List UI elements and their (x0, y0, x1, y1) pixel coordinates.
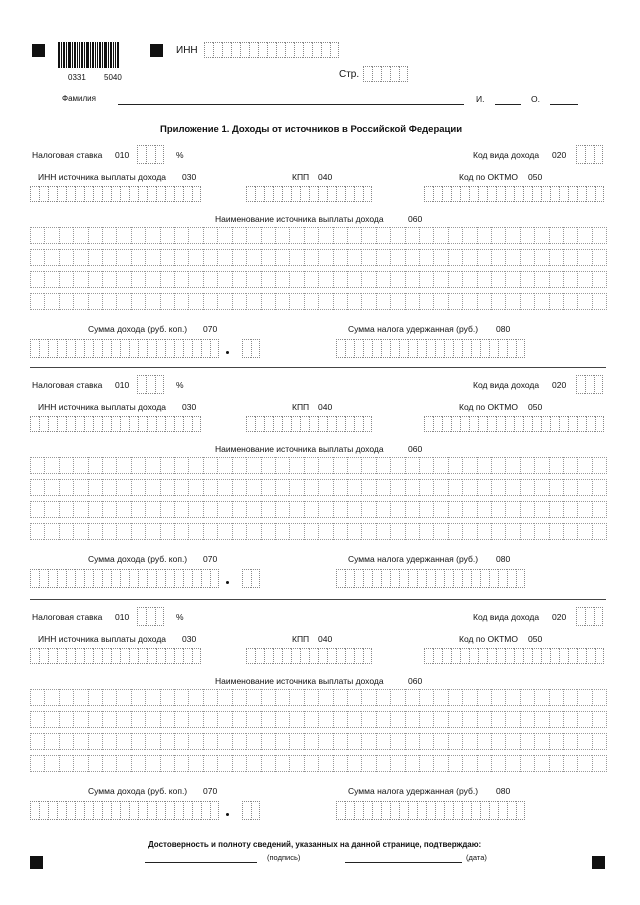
block-3-tax-withheld-label: Сумма налога удержанная (руб.) (348, 786, 479, 796)
block-3-tax-rate-label: Налоговая ставка (32, 612, 103, 622)
block-2-source-inn-label: ИНН источника выплаты дохода (38, 402, 167, 412)
block-3-source-name-row[interactable] (30, 733, 607, 750)
block-1-oktmo-input[interactable] (424, 186, 604, 202)
date-line[interactable] (345, 862, 462, 863)
block-3-percent-sign: % (176, 612, 184, 622)
block-1-percent-sign: % (176, 150, 184, 160)
block-1-decimal-point (226, 351, 229, 354)
initial-o-label: О. (531, 94, 540, 104)
block-3-tax-withheld-code: 080 (496, 786, 511, 796)
barcode-number-right: 5040 (104, 73, 122, 82)
block-1-source-name-row[interactable] (30, 227, 607, 244)
block-1-source-name-label: Наименование источника выплаты дохода (215, 214, 384, 224)
block-2-source-name-row[interactable] (30, 501, 607, 518)
block-2-tax-withheld-label: Сумма налога удержанная (руб.) (348, 554, 479, 564)
block-2-oktmo-code: 050 (528, 402, 543, 412)
block-3-source-name-row[interactable] (30, 755, 607, 772)
surname-field[interactable] (118, 104, 464, 105)
block-3-source-inn-input[interactable] (30, 648, 201, 664)
block-3-income-type-label: Код вида дохода (473, 612, 540, 622)
block-3-source-name-label: Наименование источника выплаты дохода (215, 676, 384, 686)
block-1-tax-rate-input[interactable] (137, 145, 164, 164)
initial-o-field[interactable] (550, 104, 578, 105)
block-1-income-type-input[interactable] (576, 145, 603, 164)
block-1-income-sum-code: 070 (203, 324, 218, 334)
block-2-oktmo-label: Код по ОКТМО (459, 402, 518, 412)
block-1-income-sum-kop-input[interactable] (242, 339, 260, 358)
block-3-income-type-input[interactable] (576, 607, 603, 626)
registration-marker-bottom-right (592, 856, 605, 869)
block-1-oktmo-code: 050 (528, 172, 543, 182)
date-caption: (дата) (466, 853, 487, 862)
block-2-kpp-label: КПП (292, 402, 310, 412)
block-2-source-name-row[interactable] (30, 523, 607, 540)
page-number-input[interactable] (363, 66, 408, 82)
block-2-income-type-label: Код вида дохода (473, 380, 540, 390)
block-1-income-type-label: Код вида дохода (473, 150, 540, 160)
block-3-oktmo-code: 050 (528, 634, 543, 644)
block-1-income-sum-label: Сумма дохода (руб. коп.) (88, 324, 188, 334)
block-1-source-inn-input[interactable] (30, 186, 201, 202)
block-3-kpp-input[interactable] (246, 648, 372, 664)
block-1-tax-withheld-code: 080 (496, 324, 511, 334)
block-3-decimal-point (226, 813, 229, 816)
block-3-source-inn-code: 030 (182, 634, 197, 644)
block-1-source-inn-label: ИНН источника выплаты дохода (38, 172, 167, 182)
block-1-source-inn-code: 030 (182, 172, 197, 182)
block-1-tax-rate-label: Налоговая ставка (32, 150, 103, 160)
block-1-income-sum-rub-input[interactable] (30, 339, 219, 358)
block-1-source-name-code: 060 (408, 214, 423, 224)
block-2-source-inn-input[interactable] (30, 416, 201, 432)
block-2-tax-rate-code: 010 (115, 380, 130, 390)
block-3-source-name-code: 060 (408, 676, 423, 686)
registration-marker-top-center (150, 44, 163, 57)
initial-i-label: И. (476, 94, 485, 104)
registration-marker-top-left (32, 44, 45, 57)
block-3-kpp-code: 040 (318, 634, 333, 644)
block-2-oktmo-input[interactable] (424, 416, 604, 432)
block-3-tax-rate-code: 010 (115, 612, 130, 622)
block-3-tax-withheld-input[interactable] (336, 801, 525, 820)
block-1-source-name-row[interactable] (30, 249, 607, 266)
block-1-kpp-code: 040 (318, 172, 333, 182)
block-3-kpp-label: КПП (292, 634, 310, 644)
block-3-source-name-row[interactable] (30, 711, 607, 728)
block-1-kpp-input[interactable] (246, 186, 372, 202)
surname-label: Фамилия (62, 94, 96, 103)
block-2-kpp-code: 040 (318, 402, 333, 412)
block-3-source-inn-label: ИНН источника выплаты дохода (38, 634, 167, 644)
block-2-tax-rate-label: Налоговая ставка (32, 380, 103, 390)
block-2-separator (30, 367, 606, 368)
block-2-source-name-code: 060 (408, 444, 423, 454)
block-2-tax-withheld-code: 080 (496, 554, 511, 564)
block-2-income-sum-code: 070 (203, 554, 218, 564)
block-1-tax-rate-code: 010 (115, 150, 130, 160)
block-2-source-name-row[interactable] (30, 479, 607, 496)
block-3-income-sum-label: Сумма дохода (руб. коп.) (88, 786, 188, 796)
confirmation-text: Достоверность и полноту сведений, указанных на данной странице, подтверждаю: (148, 840, 482, 849)
form-barcode (58, 42, 120, 68)
block-2-kpp-input[interactable] (246, 416, 372, 432)
block-3-oktmo-input[interactable] (424, 648, 604, 664)
initial-i-field[interactable] (495, 104, 521, 105)
block-1-oktmo-label: Код по ОКТМО (459, 172, 518, 182)
form-title: Приложение 1. Доходы от источников в Российской Федерации (160, 124, 463, 135)
block-2-income-sum-kop-input[interactable] (242, 569, 260, 588)
signature-caption: (подпись) (267, 853, 301, 862)
block-1-source-name-row[interactable] (30, 271, 607, 288)
block-1-income-type-code: 020 (552, 150, 567, 160)
block-3-source-name-row[interactable] (30, 689, 607, 706)
block-2-source-name-label: Наименование источника выплаты дохода (215, 444, 384, 454)
block-3-separator (30, 599, 606, 600)
block-1-kpp-label: КПП (292, 172, 310, 182)
block-3-income-type-code: 020 (552, 612, 567, 622)
block-3-income-sum-rub-input[interactable] (30, 801, 219, 820)
block-2-income-sum-label: Сумма дохода (руб. коп.) (88, 554, 188, 564)
block-3-tax-rate-input[interactable] (137, 607, 164, 626)
block-2-tax-rate-input[interactable] (137, 375, 164, 394)
inn-input[interactable] (204, 42, 339, 58)
block-2-source-inn-code: 030 (182, 402, 197, 412)
block-2-tax-withheld-input[interactable] (336, 569, 525, 588)
inn-label: ИНН (176, 45, 198, 56)
block-3-income-sum-code: 070 (203, 786, 218, 796)
block-3-oktmo-label: Код по ОКТМО (459, 634, 518, 644)
page-label: Стр. (339, 69, 360, 80)
barcode-number-left: 0331 (68, 73, 86, 82)
block-2-income-sum-rub-input[interactable] (30, 569, 219, 588)
block-2-source-name-row[interactable] (30, 457, 607, 474)
registration-marker-bottom-left (30, 856, 43, 869)
block-2-income-type-input[interactable] (576, 375, 603, 394)
block-2-decimal-point (226, 581, 229, 584)
block-2-income-type-code: 020 (552, 380, 567, 390)
block-2-percent-sign: % (176, 380, 184, 390)
block-1-tax-withheld-label: Сумма налога удержанная (руб.) (348, 324, 479, 334)
block-3-income-sum-kop-input[interactable] (242, 801, 260, 820)
block-1-tax-withheld-input[interactable] (336, 339, 525, 358)
signature-line[interactable] (145, 862, 257, 863)
block-1-source-name-row[interactable] (30, 293, 607, 310)
